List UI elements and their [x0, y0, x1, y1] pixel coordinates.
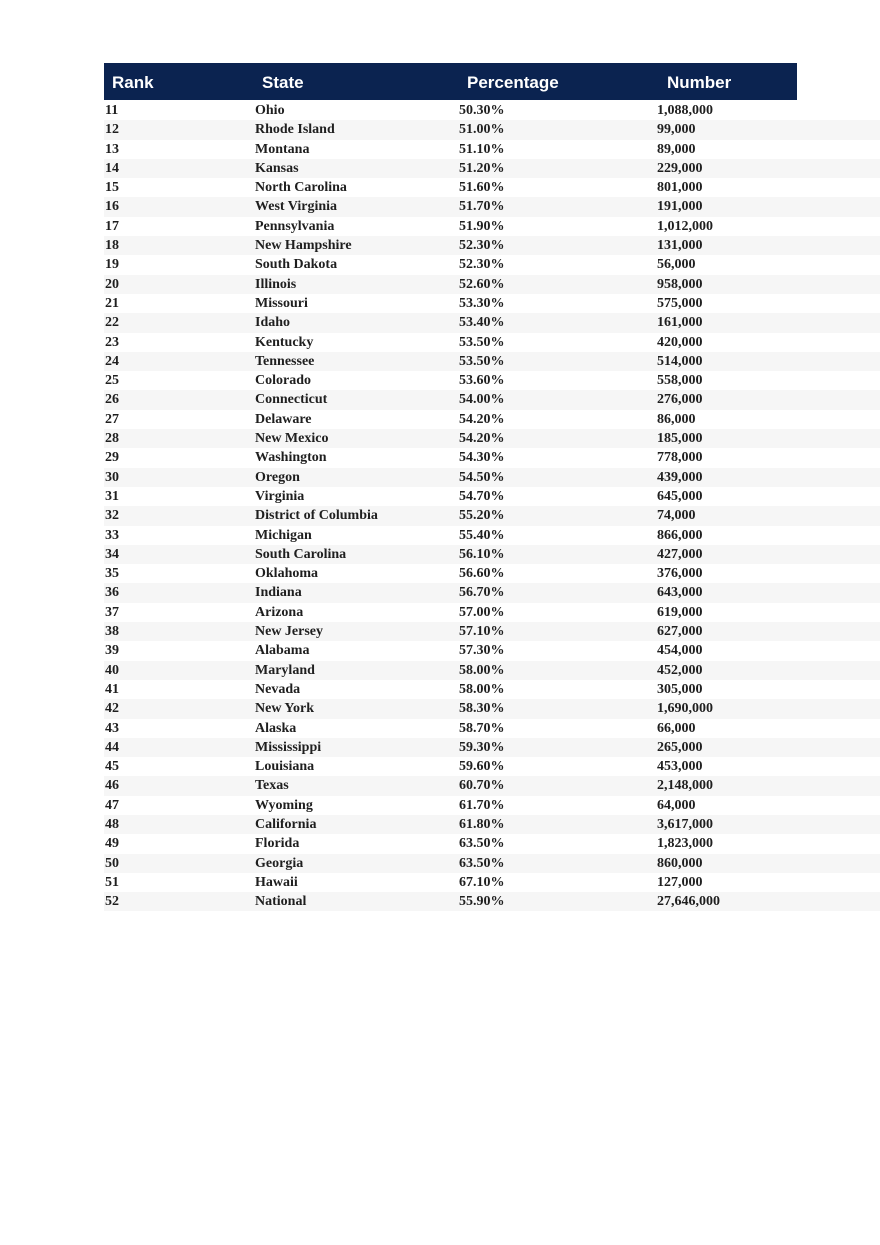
- cell-rank: 18: [105, 238, 119, 254]
- cell-number: 558,000: [657, 373, 703, 389]
- cell-rank: 27: [105, 411, 119, 427]
- cell-percentage: 53.40%: [459, 315, 505, 331]
- cell-rank: 45: [105, 759, 119, 775]
- cell-percentage: 57.30%: [459, 643, 505, 659]
- cell-state: Illinois: [255, 276, 297, 292]
- cell-state: Connecticut: [255, 392, 328, 408]
- cell-state: Texas: [255, 778, 289, 794]
- cell-state: Kentucky: [255, 334, 314, 350]
- cell-rank: 38: [105, 624, 119, 640]
- cell-rank: 43: [105, 720, 119, 736]
- cell-number: 376,000: [657, 566, 703, 582]
- cell-percentage: 55.20%: [459, 508, 505, 524]
- cell-percentage: 58.30%: [459, 701, 505, 717]
- table-row: [104, 738, 880, 757]
- cell-number: 643,000: [657, 585, 703, 601]
- cell-rank: 48: [105, 816, 119, 832]
- cell-state: Florida: [255, 836, 300, 852]
- cell-rank: 40: [105, 662, 119, 678]
- table-row: [104, 661, 880, 680]
- cell-state: New Mexico: [255, 431, 329, 447]
- cell-percentage: 54.00%: [459, 392, 505, 408]
- cell-state: West Virginia: [255, 199, 338, 215]
- table-row: [104, 506, 880, 525]
- cell-percentage: 51.70%: [459, 199, 505, 215]
- cell-rank: 47: [105, 797, 119, 813]
- cell-percentage: 58.00%: [459, 681, 505, 697]
- cell-rank: 12: [105, 122, 119, 138]
- cell-rank: 26: [105, 392, 119, 408]
- cell-state: Louisiana: [255, 759, 315, 775]
- table-row: [104, 197, 880, 216]
- cell-percentage: 56.60%: [459, 566, 505, 582]
- table-row: [104, 390, 880, 409]
- table-row: [104, 352, 880, 371]
- cell-rank: 29: [105, 450, 119, 466]
- table-row: [104, 371, 880, 390]
- table-row: [104, 255, 880, 274]
- cell-number: 161,000: [657, 315, 703, 331]
- cell-state: Virginia: [255, 488, 305, 504]
- cell-rank: 15: [105, 180, 119, 196]
- cell-rank: 37: [105, 604, 119, 620]
- table-row: [104, 583, 880, 602]
- cell-rank: 50: [105, 855, 119, 871]
- cell-number: 1,088,000: [657, 103, 713, 118]
- cell-state: Georgia: [255, 855, 304, 871]
- cell-number: 452,000: [657, 662, 703, 678]
- cell-percentage: 55.90%: [459, 894, 505, 910]
- cell-rank: 28: [105, 431, 119, 447]
- cell-rank: 19: [105, 257, 119, 273]
- cell-percentage: 58.00%: [459, 662, 505, 678]
- cell-number: 64,000: [657, 797, 696, 813]
- cell-state: District of Columbia: [255, 508, 378, 524]
- cell-percentage: 61.70%: [459, 797, 505, 813]
- table-row: [104, 140, 880, 159]
- cell-state: Colorado: [255, 373, 311, 389]
- cell-percentage: 55.40%: [459, 527, 505, 543]
- cell-state: Michigan: [255, 527, 312, 543]
- cell-number: 1,012,000: [657, 218, 713, 234]
- table-row: [104, 294, 880, 313]
- cell-state: Mississippi: [255, 739, 322, 755]
- cell-state: New Jersey: [255, 624, 324, 640]
- table-row: [104, 757, 880, 776]
- cell-percentage: 59.30%: [459, 739, 505, 755]
- cell-rank: 46: [105, 778, 119, 794]
- table-row: [104, 333, 880, 352]
- cell-number: 439,000: [657, 469, 703, 485]
- table-row: [104, 178, 880, 197]
- cell-state: Missouri: [255, 295, 308, 311]
- cell-percentage: 51.60%: [459, 180, 505, 196]
- cell-percentage: 54.30%: [459, 450, 505, 466]
- cell-state: California: [255, 816, 317, 832]
- table-header: [104, 63, 797, 100]
- table-row: [104, 101, 880, 120]
- cell-number: 514,000: [657, 353, 703, 369]
- cell-number: 627,000: [657, 624, 703, 640]
- table-row: [104, 603, 880, 622]
- cell-state: New York: [255, 701, 314, 717]
- cell-state: Alaska: [255, 720, 297, 736]
- cell-rank: 14: [105, 160, 119, 176]
- table-row: [104, 120, 880, 139]
- table-row: [104, 448, 880, 467]
- cell-rank: 39: [105, 643, 119, 659]
- cell-number: 127,000: [657, 874, 703, 890]
- cell-percentage: 53.60%: [459, 373, 505, 389]
- table-row: [104, 680, 880, 699]
- cell-number: 56,000: [657, 257, 696, 273]
- cell-rank: 44: [105, 739, 119, 755]
- cell-rank: 34: [105, 546, 119, 562]
- cell-number: 801,000: [657, 180, 703, 196]
- cell-percentage: 56.10%: [459, 546, 505, 562]
- table-row: [104, 641, 880, 660]
- table-row: [104, 854, 880, 873]
- table-row: [104, 545, 880, 564]
- cell-percentage: 63.50%: [459, 836, 505, 852]
- cell-rank: 17: [105, 218, 119, 234]
- cell-number: 27,646,000: [657, 894, 720, 910]
- cell-state: Alabama: [255, 643, 310, 659]
- table-row: [104, 429, 880, 448]
- cell-state: Rhode Island: [255, 122, 335, 138]
- cell-percentage: 57.00%: [459, 604, 505, 620]
- table-row: [104, 834, 880, 853]
- cell-rank: 30: [105, 469, 119, 485]
- table-row: [104, 217, 880, 236]
- cell-number: 575,000: [657, 295, 703, 311]
- cell-rank: 51: [105, 874, 119, 890]
- cell-number: 420,000: [657, 334, 703, 350]
- table-row: [104, 468, 880, 487]
- cell-percentage: 51.20%: [459, 160, 505, 176]
- table-row: [104, 719, 880, 738]
- cell-number: 3,617,000: [657, 816, 713, 832]
- cell-state: North Carolina: [255, 180, 347, 196]
- cell-state: Pennsylvania: [255, 218, 335, 234]
- cell-state: Wyoming: [255, 797, 313, 813]
- cell-number: 453,000: [657, 759, 703, 775]
- cell-state: South Dakota: [255, 257, 338, 273]
- header-number: Number: [667, 73, 732, 92]
- cell-percentage: 52.30%: [459, 257, 505, 273]
- table-row: [104, 622, 880, 641]
- cell-rank: 35: [105, 566, 119, 582]
- cell-state: Delaware: [255, 411, 312, 427]
- cell-rank: 23: [105, 334, 119, 350]
- cell-rank: 24: [105, 353, 119, 369]
- table-row: [104, 410, 880, 429]
- cell-percentage: 53.50%: [459, 334, 505, 350]
- cell-percentage: 51.10%: [459, 141, 505, 157]
- cell-number: 1,690,000: [657, 701, 713, 717]
- cell-percentage: 59.60%: [459, 759, 505, 775]
- cell-percentage: 60.70%: [459, 778, 505, 794]
- cell-number: 191,000: [657, 199, 703, 215]
- cell-state: New Hampshire: [255, 238, 352, 254]
- table-row: [104, 159, 880, 178]
- cell-state: South Carolina: [255, 546, 347, 562]
- cell-rank: 21: [105, 295, 119, 311]
- cell-state: Ohio: [255, 103, 285, 118]
- cell-rank: 22: [105, 315, 119, 331]
- cell-state: Oklahoma: [255, 566, 319, 582]
- cell-rank: 25: [105, 373, 119, 389]
- cell-percentage: 50.30%: [459, 103, 505, 118]
- cell-rank: 32: [105, 508, 119, 524]
- cell-number: 305,000: [657, 681, 703, 697]
- cell-percentage: 52.30%: [459, 238, 505, 254]
- cell-number: 866,000: [657, 527, 703, 543]
- cell-rank: 16: [105, 199, 119, 215]
- cell-number: 131,000: [657, 238, 703, 254]
- header-percentage: Percentage: [467, 73, 559, 92]
- cell-percentage: 54.20%: [459, 411, 505, 427]
- cell-percentage: 67.10%: [459, 874, 505, 890]
- cell-percentage: 53.30%: [459, 295, 505, 311]
- cell-number: 265,000: [657, 739, 703, 755]
- table-row: [104, 236, 880, 255]
- table-row: [104, 487, 880, 506]
- cell-percentage: 56.70%: [459, 585, 505, 601]
- cell-rank: 41: [105, 681, 119, 697]
- table-row: [104, 776, 880, 795]
- cell-percentage: 63.50%: [459, 855, 505, 871]
- cell-number: 86,000: [657, 411, 696, 427]
- cell-state: Arizona: [255, 604, 304, 620]
- cell-percentage: 54.50%: [459, 469, 505, 485]
- cell-percentage: 57.10%: [459, 624, 505, 640]
- cell-number: 645,000: [657, 488, 703, 504]
- cell-rank: 33: [105, 527, 119, 543]
- cell-number: 2,148,000: [657, 778, 713, 794]
- cell-rank: 52: [105, 894, 119, 910]
- cell-percentage: 58.70%: [459, 720, 505, 736]
- cell-state: Kansas: [255, 160, 299, 176]
- cell-number: 427,000: [657, 546, 703, 562]
- cell-number: 778,000: [657, 450, 703, 466]
- cell-state: Tennessee: [255, 353, 315, 369]
- cell-number: 1,823,000: [657, 836, 713, 852]
- cell-rank: 49: [105, 836, 119, 852]
- cell-number: 958,000: [657, 276, 703, 292]
- cell-number: 185,000: [657, 431, 703, 447]
- header-state: State: [262, 73, 304, 92]
- cell-state: Maryland: [255, 662, 315, 678]
- cell-number: 276,000: [657, 392, 703, 408]
- table-row: [104, 564, 880, 583]
- cell-rank: 13: [105, 141, 119, 157]
- table-row: [104, 313, 880, 332]
- cell-percentage: 51.90%: [459, 218, 505, 234]
- cell-rank: 36: [105, 585, 119, 601]
- cell-number: 229,000: [657, 160, 703, 176]
- table-row: [104, 892, 880, 911]
- cell-state: Hawaii: [255, 874, 298, 890]
- header-rank: Rank: [112, 73, 154, 92]
- cell-number: 454,000: [657, 643, 703, 659]
- cell-number: 74,000: [657, 508, 696, 524]
- cell-number: 619,000: [657, 604, 703, 620]
- cell-number: 66,000: [657, 720, 696, 736]
- cell-state: Washington: [255, 450, 327, 466]
- cell-rank: 11: [105, 103, 119, 118]
- cell-state: Indiana: [255, 585, 302, 601]
- table-body: [104, 101, 880, 911]
- cell-percentage: 61.80%: [459, 816, 505, 832]
- cell-state: National: [255, 894, 307, 910]
- table-row: [104, 815, 880, 834]
- table-row: [104, 275, 880, 294]
- cell-rank: 31: [105, 488, 119, 504]
- cell-percentage: 52.60%: [459, 276, 505, 292]
- table-row: [104, 526, 880, 545]
- table-row: [104, 796, 880, 815]
- cell-percentage: 54.20%: [459, 431, 505, 447]
- cell-percentage: 53.50%: [459, 353, 505, 369]
- cell-state: Idaho: [255, 315, 291, 331]
- cell-rank: 20: [105, 276, 119, 292]
- cell-number: 89,000: [657, 141, 696, 157]
- cell-state: Nevada: [255, 681, 301, 697]
- table-row: [104, 699, 880, 718]
- cell-percentage: 54.70%: [459, 488, 505, 504]
- cell-state: Oregon: [255, 469, 300, 485]
- cell-number: 99,000: [657, 122, 696, 138]
- cell-number: 860,000: [657, 855, 703, 871]
- cell-state: Montana: [255, 141, 310, 157]
- table-row: [104, 873, 880, 892]
- cell-rank: 42: [105, 701, 119, 717]
- cell-percentage: 51.00%: [459, 122, 505, 138]
